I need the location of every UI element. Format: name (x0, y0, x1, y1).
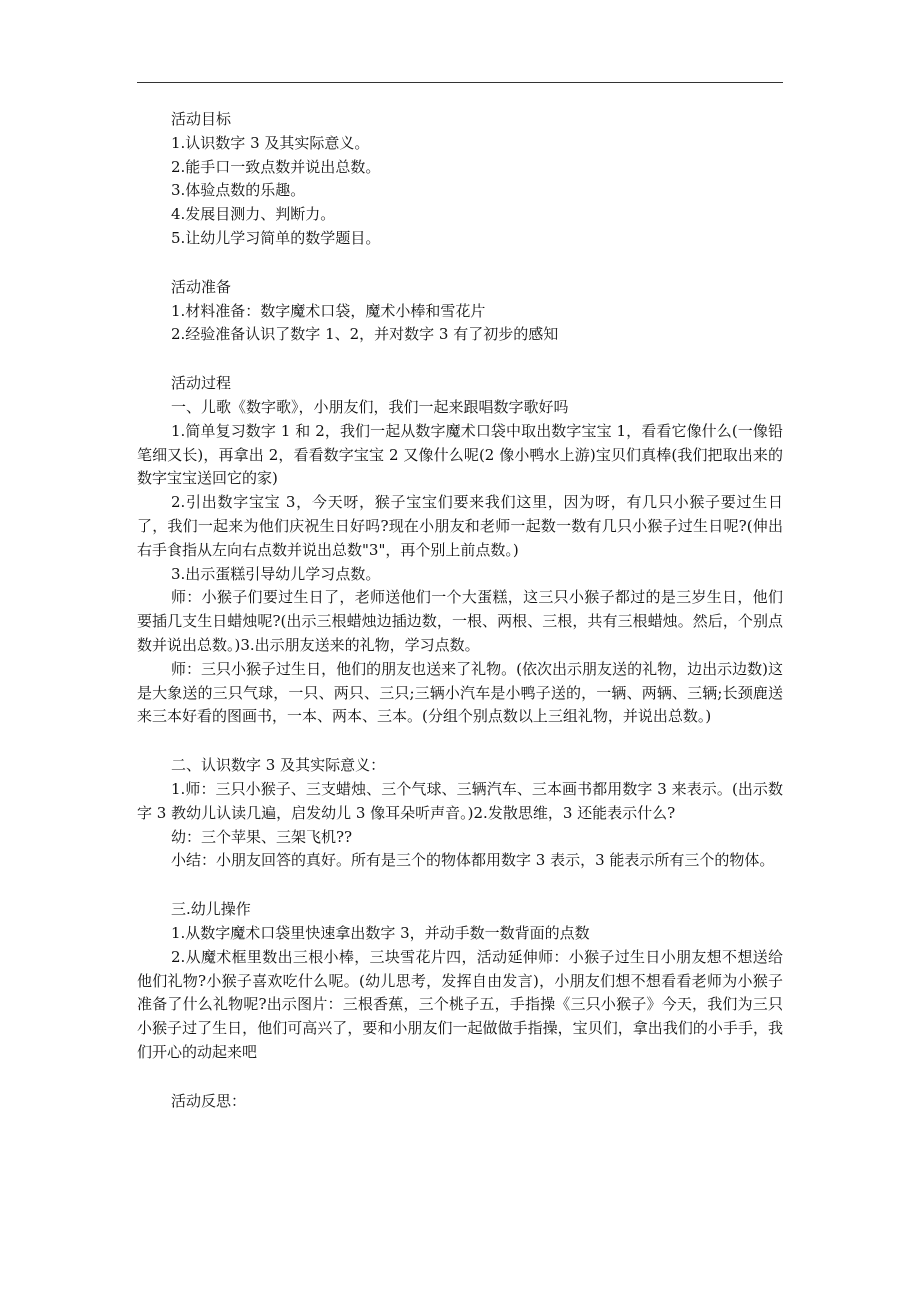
part2-paragraph: 1.师：三只小猴子、三支蜡烛、三个气球、三辆汽车、三本画书都用数字 3 来表示。(出示数字 3 教幼儿认读几遍，启发幼儿 3 像耳朵听声音。)2.发散思维，3 还能表示什么? (137, 779, 783, 822)
goals-section (137, 108, 783, 251)
prep-title: 活动准备 (171, 277, 232, 296)
goal-item: 4.发展目测力、判断力。 (171, 205, 336, 224)
prep-section (137, 276, 783, 347)
process-section (137, 372, 783, 729)
part2-title: 二、认识数字 3 及其实际意义： (171, 756, 386, 775)
part3-paragraph: 1.从数字魔术口袋里快速拿出数字 3，并动手数一数背面的点数 (171, 923, 590, 942)
prep-item: 2.经验准备认识了数字 1、2，并对数字 3 有了初步的感知 (171, 325, 559, 344)
part3-title: 三.幼儿操作 (171, 900, 251, 919)
part3-section (137, 898, 783, 1065)
part2-section (137, 754, 783, 873)
goals-title: 活动目标 (171, 110, 232, 128)
process-paragraph: 师：三只小猴子过生日，他们的朋友也送来了礼物。(依次出示朋友送的礼物，边出示边数)这是大象送的三只气球，一只、两只、三只;三辆小汽车是小鸭子送的，一辆、两辆、三辆;长颈鹿送来三本好看的图画书，一本、两本、三本。(分组个别点数以上三组礼物，并说出总数。) (137, 659, 783, 726)
prep-item: 1.材料准备：数字魔术口袋，魔术小棒和雪花片 (171, 301, 486, 320)
process-paragraph: 1.简单复习数字 1 和 2，我们一起从数字魔术口袋中取出数字宝宝 1，看看它像什么(一像铅笔细又长)，再拿出 2，看看数字宝宝 2 又像什么呢(2 像小鸭水上游)宝贝们真棒(我们把取出来的数字宝宝送回它的家) (137, 421, 783, 488)
part2-paragraph: 幼：三个苹果、三架飞机?? (171, 827, 353, 846)
goal-item: 2.能手口一致点数并说出总数。 (171, 157, 381, 176)
part3-paragraph: 2.从魔术框里数出三根小棒，三块雪花片四，活动延伸师：小猴子过生日小朋友想不想送给他们礼物?小猴子喜欢吃什么呢。(幼儿思考，发挥自由发言)，小朋友们想不想看看老师为小猴子准备了什么礼物呢?出示图片：三根香蕉，三个桃子五，手指操《三只小猴子》今天，我们为三只小猴子过了生日，他们可高兴了，要和小朋友们一起做做手指操，宝贝们，拿出我们的小手手，我们开心的动起来吧 (137, 947, 783, 1061)
process-paragraph: 2.引出数字宝宝 3，今天呀，猴子宝宝们要来我们这里，因为呀，有几只小猴子要过生日了，我们一起来为他们庆祝生日好吗?现在小朋友和老师一起数一数有几只小猴子过生日呢?(伸出右手食指从左向右点数并说出总数"3"，再个别上前点数。) (137, 493, 783, 559)
process-paragraph: 师：小猴子们要过生日了，老师送他们一个大蛋糕，这三只小猴子都过的是三岁生日，他们要插几支生日蜡烛呢?(出示三根蜡烛边插边数，一根、两根、三根，共有三根蜡烛。然后，个别点数并说出总数。)3.出示朋友送来的礼物，学习点数。 (137, 588, 783, 654)
process-title: 活动过程 (171, 374, 232, 393)
goal-item: 5.让幼儿学习简单的数学题目。 (171, 228, 381, 247)
reflection-title: 活动反思： (171, 1091, 247, 1110)
process-paragraph: 3.出示蛋糕引导幼儿学习点数。 (171, 564, 381, 583)
reflection-section (137, 1090, 783, 1114)
document-body (137, 108, 783, 1113)
goal-item: 3.体验点数的乐趣。 (171, 181, 306, 200)
part2-paragraph: 小结：小朋友回答的真好。所有是三个的物体都用数字 3 表示，3 能表示所有三个的物体。 (171, 851, 775, 870)
header-rule (137, 82, 783, 83)
goal-item: 1.认识数字 3 及其实际意义。 (171, 133, 370, 152)
process-part1: 一、儿歌《数字歌》，小朋友们，我们一起来跟唱数字歌好吗 (171, 397, 569, 416)
